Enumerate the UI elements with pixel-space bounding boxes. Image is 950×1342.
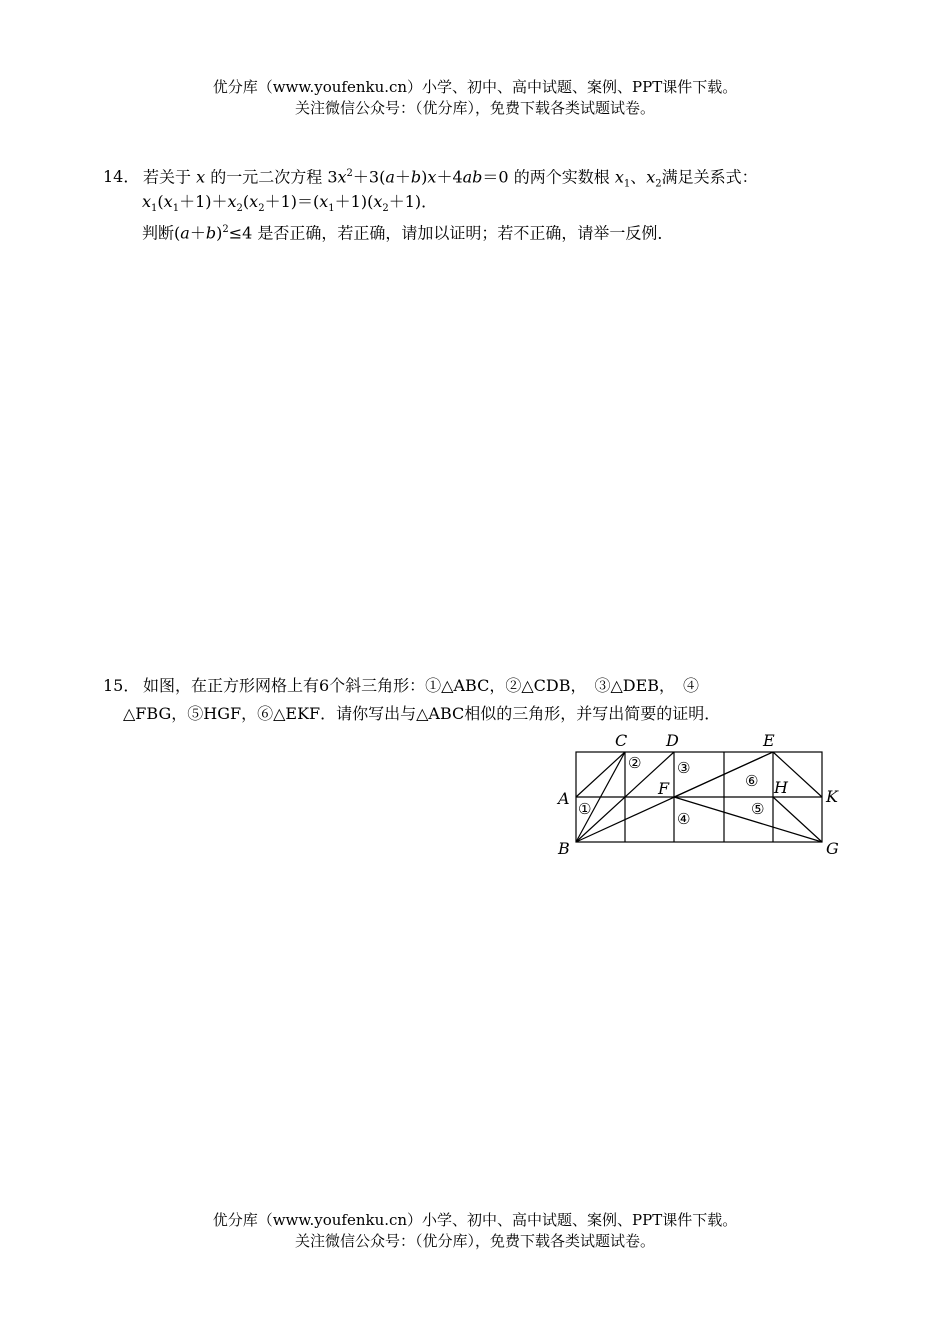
q14-text-5: 判断 <box>142 223 175 243</box>
page-header <box>0 77 950 119</box>
segment-hg <box>773 797 822 842</box>
label-b: B <box>558 839 570 858</box>
label-k: K <box>826 787 838 806</box>
question-15-line-1 <box>103 672 699 700</box>
q14-text-3: 的两个实数根 <box>513 167 610 187</box>
q15-text-1: 如图，在正方形网格上有6个斜三角形：①△ABC，②△CDB， ③△DEB， ④ <box>143 676 700 695</box>
question-14-line-1: 14． 若关于 x 的一元二次方程 $3x^2+3(a+b)x+4ab=0$ 的两个实数根 $x_1$、$x_2$满足关系式： <box>103 160 758 199</box>
question-15-line-2: △FBG，⑤HGF，⑥△EKF．请你写出与△ABC相似的三角形，并写出简要的证明． <box>123 704 721 723</box>
label-e: E <box>763 731 775 750</box>
marker-1: ① <box>578 800 592 818</box>
question-15-number: 15． <box>103 676 140 695</box>
marker-4: ④ <box>677 810 691 828</box>
grid-lines <box>576 752 822 842</box>
question-14-line-2: $x_1(x_1+1)+x_2(x_2+1)=(x_1+1)(x_2+1)$． <box>142 192 438 215</box>
grid-triangle-figure <box>550 728 850 860</box>
label-g: G <box>826 839 839 858</box>
q14-text-6: 是否正确，若正确，请加以证明；若不正确，请举一反例． <box>257 223 674 243</box>
point-labels <box>556 731 839 858</box>
header-line-1: 优分库（www.youfenku.cn）小学、初中、高中试题、案例、PPT课件下载。 <box>212 78 738 96</box>
q14-text-2: 的一元二次方程 <box>210 167 323 187</box>
segment-fg <box>674 797 822 842</box>
footer-line-2: 关注微信公众号：（优分库），免费下载各类试题试卷。 <box>294 1232 655 1250</box>
segment-ac <box>576 752 625 797</box>
question-14-line-3: 判断$(a+b)^2\le 4$ 是否正确，若正确，请加以证明；若不正确，请举一反例． <box>142 223 674 243</box>
marker-6: ⑥ <box>745 772 759 790</box>
triangle-markers <box>578 754 764 828</box>
q14-text-4: 满足关系式： <box>661 167 758 187</box>
label-c: C <box>615 731 628 750</box>
header-line-2: 关注微信公众号：（优分库），免费下载各类试题试卷。 <box>294 99 655 117</box>
marker-3: ③ <box>677 759 691 777</box>
q14-text-1: 若关于 <box>143 167 192 187</box>
footer-line-1: 优分库（www.youfenku.cn）小学、初中、高中试题、案例、PPT课件下载。 <box>212 1211 738 1229</box>
marker-2: ② <box>628 754 642 772</box>
label-a: A <box>558 789 570 808</box>
label-h: H <box>774 778 788 797</box>
page-footer <box>0 1210 950 1252</box>
label-d: D <box>666 731 679 750</box>
marker-5: ⑤ <box>751 800 765 818</box>
grid-svg <box>550 728 850 860</box>
label-f: F <box>658 779 670 798</box>
question-14-number: 14． <box>103 167 140 187</box>
